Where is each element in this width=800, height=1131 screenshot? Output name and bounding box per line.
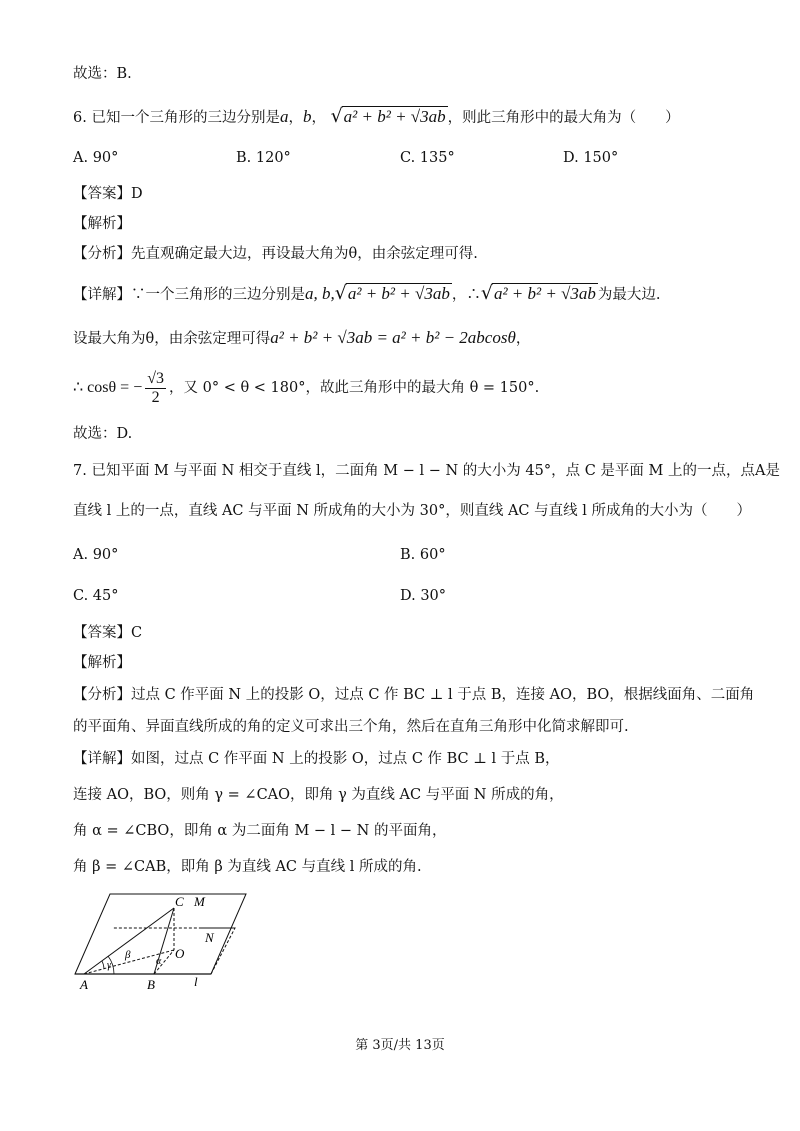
q6-detail-abc: a, b, [305,284,335,303]
q7-answer: 【答案】C [73,625,143,641]
q7-option-c: C. 45° [73,588,119,604]
q6-cos-a: 设最大角为θ，由余弦定理可得 [73,331,271,347]
q6-option-c: C. 135° [400,150,455,166]
label-beta: β [125,949,131,961]
q6-var-a: a [279,107,289,126]
question-7-stem-line2: 直线 l 上的一点，直线 AC 与平面 N 所成角的大小为 30°，则直线 AC 与直线 l 所成角的大小为（ ） [73,503,751,519]
q6-result-line [73,368,539,408]
sqrt-icon: √ [330,105,343,127]
q6-res-a: ∴ cosθ = − [73,379,143,396]
q7-fenxi-line1: 【分析】过点 C 作平面 N 上的投影 O，过点 C 作 BC ⊥ l 于点 B，连接 AO，BO，根据线面角、二面角 [73,687,755,703]
dihedral-angle-figure [70,890,250,995]
q6-res-b: ，又 0° < θ < 180°，故此三角形中的最大角 θ = 150°. [169,380,540,396]
q6-detail-root2: a² + b² + √3ab [493,284,596,303]
q6-choose: 故选：D. [73,426,133,442]
q7-detail-line1: 【详解】如图，过点 C 作平面 N 上的投影 O，过点 C 作 BC ⊥ l 于点 B， [73,751,560,767]
q6-prefix: 6. 已知一个三角形的三边分别是 [73,110,280,126]
q6-frac-num: √3 [147,369,164,387]
label-gamma: γ [107,960,111,971]
q6-root: a² + b² + √3ab [343,107,446,126]
q6-option-d: D. 150° [563,150,619,166]
q6-option-a: A. 90° [73,150,119,166]
q6-detail-a: 【详解】∵一个三角形的三边分别是 [73,287,305,303]
choose-text: 故选：B. [73,66,132,82]
label-c: C [175,894,184,909]
question-7-stem-line1: 7. 已知平面 M 与平面 N 相交于直线 l，二面角 M − l − N 的大小为 45°，点 C 是平面 M 上的一点，点A是 [73,463,780,479]
q6-frac-den: 2 [151,388,160,406]
q7-fenxi-line2: 的平面角、异面直线所成的角的定义可求出三个角，然后在直角三角形中化简求解即可. [73,719,629,735]
angle-arc-gamma [102,961,104,969]
q6-cos-eq: a² + b² + √3ab = a² + b² − 2abcosθ [270,328,516,347]
q6-suffix: ，则此三角形中的最大角为（ ） [447,110,680,126]
q7-detail-line2: 连接 AO，BO，则角 γ = ∠CAO，即角 γ 为直线 AC 与平面 N 所成的角， [73,787,564,803]
question-6-stem [73,106,680,128]
q6-cos-end: ， [515,331,531,347]
sqrt-icon: √ [334,282,347,304]
q6-var-b: b [302,107,312,126]
sqrt-icon: √ [480,282,493,304]
q7-option-b: B. 60° [400,547,446,563]
label-o: O [175,946,185,961]
q6-fenxi: 【分析】先直观确定最大边，再设最大角为θ，由余弦定理可得. [73,246,478,262]
label-a: A [80,977,88,992]
label-m: M [194,894,205,909]
q6-detail-root: a² + b² + √3ab [347,284,450,303]
q6-option-b: B. 120° [236,150,291,166]
q6-cos-line [73,328,530,349]
q6-detail-c: 为最大边. [597,287,661,303]
q6-analysis-heading: 【解析】 [73,216,131,232]
q6-fraction [145,370,166,407]
q7-option-a: A. 90° [73,547,119,563]
q7-option-d: D. 30° [400,588,447,604]
q6-sep: ， [288,110,303,126]
q6-sep2: ， [311,110,326,126]
q7-detail-line4: 角 β = ∠CAB，即角 β 为直线 AC 与直线 l 所成的角. [73,859,422,875]
label-n: N [205,930,214,945]
q6-detail [73,283,661,305]
choose-line-q5 [73,64,132,84]
label-b: B [147,977,155,992]
q7-detail-line3: 角 α = ∠CBO，即角 α 为二面角 M − l − N 的平面角， [73,823,447,839]
q7-analysis-heading: 【解析】 [73,655,131,671]
page-footer: 第 3页/共 13页 [355,1038,445,1053]
q6-answer: 【答案】D [73,186,143,202]
label-l: l [194,974,198,989]
label-alpha: α [156,956,162,967]
q6-detail-b: ，∴ [451,287,481,303]
